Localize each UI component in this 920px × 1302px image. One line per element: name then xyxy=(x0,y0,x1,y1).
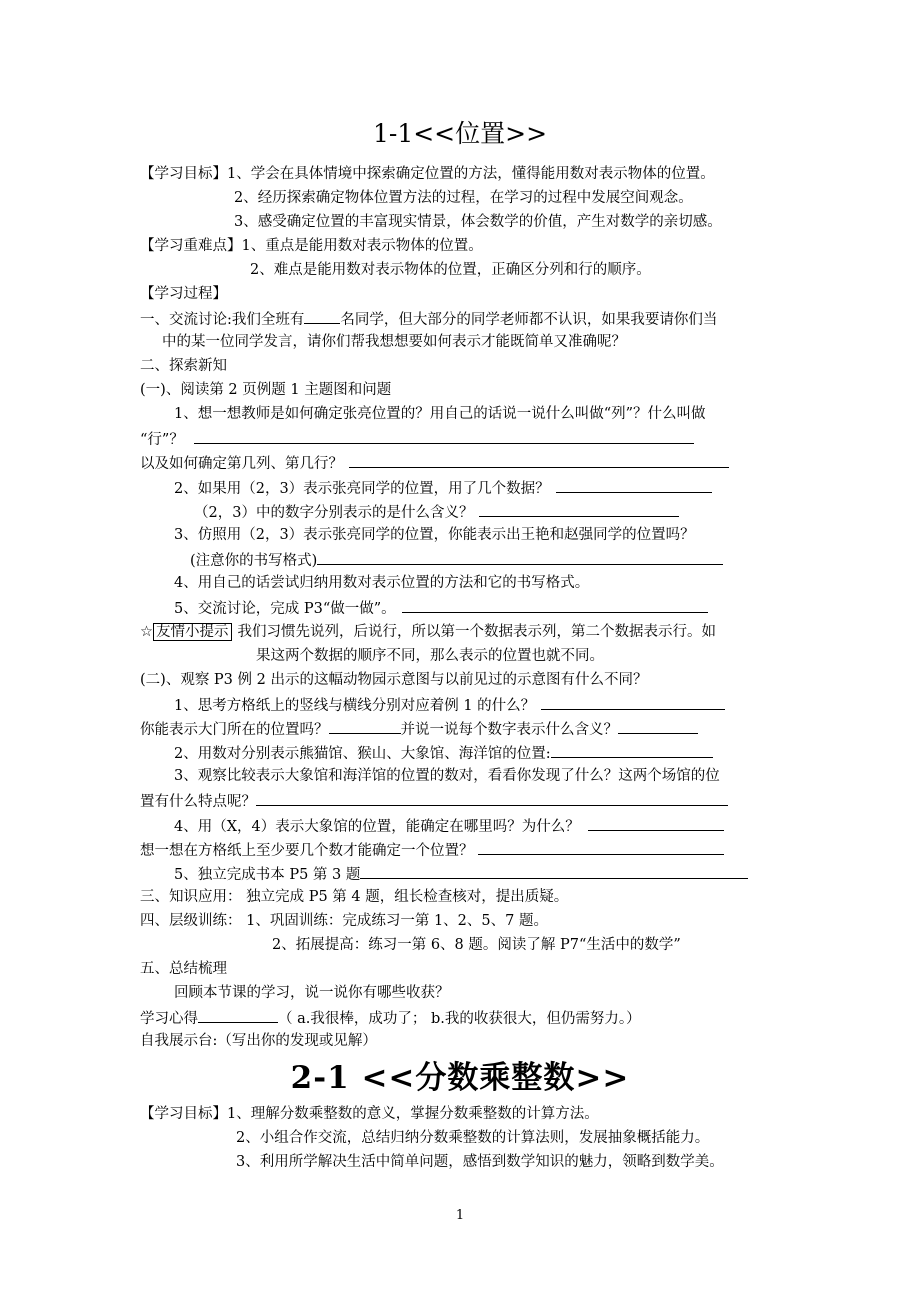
r4-line-b xyxy=(140,839,724,861)
r1-line-b xyxy=(140,718,698,740)
section1-text-c: 中的某一位同学发言，请你们帮我想想要如何表示才能既简单又准确呢？ xyxy=(162,334,626,350)
section1-text-b: 名同学，但大部分的同学老师都不认识，如果我要请你们当 xyxy=(340,312,718,328)
section1-line xyxy=(140,308,717,330)
answer-blank[interactable] xyxy=(329,718,401,734)
answer-blank[interactable] xyxy=(541,694,725,710)
r5-text: 5、独立完成书本 P5 第 3 题 xyxy=(174,867,361,883)
q3-line-b xyxy=(190,549,723,571)
feel-options: （ a.我很棒，成功了； b.我的收获很大，但仍需努力。） xyxy=(278,1011,641,1027)
section3: 三、知识应用： 独立完成 P5 第 4 题，组长检查核对，提出质疑。 xyxy=(140,889,569,905)
q1-line-a: 1、想一想教师是如何确定张亮位置的？用自己的话说一说什么叫做“列”？什么叫做 xyxy=(174,406,706,422)
answer-blank[interactable] xyxy=(588,815,724,831)
answer-blank[interactable] xyxy=(194,428,694,444)
q4: 4、用自己的话尝试归纳用数对表示位置的方法和它的书写格式。 xyxy=(174,575,590,591)
goals-label: 【学习目标】 xyxy=(140,1106,227,1122)
r3-line-a: 3、观察比较表示大象馆和海洋馆的位置的数对，看看你发现了什么？这两个场馆的位 xyxy=(174,768,720,784)
r3-line-b xyxy=(140,790,728,812)
r2-line xyxy=(174,742,713,764)
key-text: 1、重点是能用数对表示物体的位置。 xyxy=(241,238,483,254)
r1-text-a: 1、思考方格纸上的竖线与横线分别对应着例 1 的什么？ xyxy=(174,698,536,714)
goal-text: 1、理解分数乘整数的意义，掌握分数乘整数的计算方法。 xyxy=(227,1106,599,1122)
q1-line-c xyxy=(140,452,729,474)
lesson1-goal1-line xyxy=(140,164,715,184)
answer-blank[interactable] xyxy=(556,477,712,493)
lesson2-title: 2-1 <<分数乘整数>> xyxy=(290,1060,630,1096)
q3-text-b: (注意你的书写格式) xyxy=(190,553,318,569)
answer-blank[interactable] xyxy=(349,452,729,468)
review-text: 回顾本节课的学习，说一说你有哪些收获？ xyxy=(174,985,450,1001)
r3-text-b: 置有什么特点呢？ xyxy=(140,794,256,810)
feel-line xyxy=(140,1007,641,1029)
answer-blank[interactable] xyxy=(256,790,728,806)
answer-blank[interactable] xyxy=(551,742,713,758)
answer-blank[interactable] xyxy=(304,308,340,324)
page-number: 1 xyxy=(455,1208,465,1223)
r4-text-a: 4、用（X，4）表示大象馆的位置，能确定在哪里吗？为什么？ xyxy=(174,819,580,835)
part2-heading: (二)、观察 P3 例 2 出示的这幅动物园示意图与以前见过的示意图有什么不同？ xyxy=(140,672,648,688)
answer-blank[interactable] xyxy=(479,501,679,517)
answer-blank[interactable] xyxy=(360,863,748,879)
tip-label-box: 友情小提示 xyxy=(153,623,232,641)
q5-line xyxy=(174,597,708,619)
feel-label: 学习心得 xyxy=(140,1011,198,1027)
q3-line-a: 3、仿照用（2，3）表示张亮同学的位置，你能表示出王艳和赵强同学的位置吗？ xyxy=(174,527,695,543)
section2-heading: 二、探索新知 xyxy=(140,358,227,374)
tip-text-a: 我们习惯先说列，后说行，所以第一个数据表示列，第二个数据表示行。如 xyxy=(237,624,716,640)
goal-text: 1、学会在具体情境中探索确定位置的方法，懂得能用数对表示物体的位置。 xyxy=(227,166,715,182)
r4-line-a xyxy=(174,815,724,837)
q1-text-c: 以及如何确定第几列、第几行？ xyxy=(140,456,343,472)
lesson1-title: 1-1<<位置>> xyxy=(372,119,548,148)
lesson1-goal3: 3、感受确定位置的丰富现实情景，体会数学的价值，产生对数学的亲切感。 xyxy=(234,214,722,230)
answer-blank[interactable] xyxy=(317,549,723,565)
key-label: 【学习重难点】 xyxy=(140,238,242,254)
section1-text-a: 一、交流讨论:我们全班有 xyxy=(140,312,305,328)
lesson1-goal2: 2、经历探索确定物体位置方法的过程，在学习的过程中发展空间观念。 xyxy=(234,190,693,206)
tip-line-a xyxy=(140,622,716,642)
section4-line-a: 四、层级训练： 1、巩固训练：完成练习一第 1、2、5、7 题。 xyxy=(140,913,548,929)
star-icon: ☆ xyxy=(140,624,153,640)
answer-blank[interactable] xyxy=(618,718,698,734)
lesson1-key2: 2、难点是能用数对表示物体的位置，正确区分列和行的顺序。 xyxy=(250,262,651,278)
q2-text-a: 2、如果用（2，3）表示张亮同学的位置，用了几个数据？ xyxy=(174,481,550,497)
q1-line-b xyxy=(140,428,694,450)
r5-line xyxy=(174,863,748,885)
process-label: 【学习过程】 xyxy=(140,286,227,302)
self-show: 自我展示台:（写出你的发现或见解） xyxy=(140,1033,377,1049)
tip-line-b: 果这两个数据的顺序不同，那么表示的位置也就不同。 xyxy=(256,648,604,664)
r4-text-b: 想一想在方格纸上至少要几个数才能确定一个位置？ xyxy=(140,843,474,859)
lesson2-goal3: 3、利用所学解决生活中简单问题，感悟到数学知识的魅力，领略到数学美。 xyxy=(236,1154,724,1170)
r1-text-b1: 你能表示大门所在的位置吗？ xyxy=(140,722,329,738)
lesson1-key1-line xyxy=(140,236,483,256)
lesson2-goal2: 2、小组合作交流，总结归纳分数乘整数的计算法则，发展抽象概括能力。 xyxy=(236,1130,710,1146)
section5-heading: 五、总结梳理 xyxy=(140,961,227,977)
r1-line-a xyxy=(174,694,725,716)
answer-blank[interactable] xyxy=(478,839,724,855)
q1-text-b: “行”？ xyxy=(140,432,184,448)
q2-text-b: （2，3）中的数字分别表示的是什么含义？ xyxy=(194,505,474,521)
answer-blank[interactable] xyxy=(402,597,708,613)
q2-line-b xyxy=(194,501,679,523)
q2-line-a xyxy=(174,477,712,499)
r1-text-b2: 并说一说每个数字表示什么含义？ xyxy=(400,722,618,738)
part1-heading: (一)、阅读第 2 页例题 1 主题图和问题 xyxy=(140,382,392,398)
r2-text: 2、用数对分别表示熊猫馆、猴山、大象馆、海洋馆的位置: xyxy=(174,746,551,762)
goals-label: 【学习目标】 xyxy=(140,166,227,182)
section4-line-b: 2、拓展提高：练习一第 6、8 题。阅读了解 P7“生活中的数学” xyxy=(272,937,681,953)
q5-text: 5、交流讨论，完成 P3“做一做”。 xyxy=(174,601,396,617)
lesson2-goal1-line xyxy=(140,1104,599,1124)
answer-blank[interactable] xyxy=(198,1007,278,1023)
